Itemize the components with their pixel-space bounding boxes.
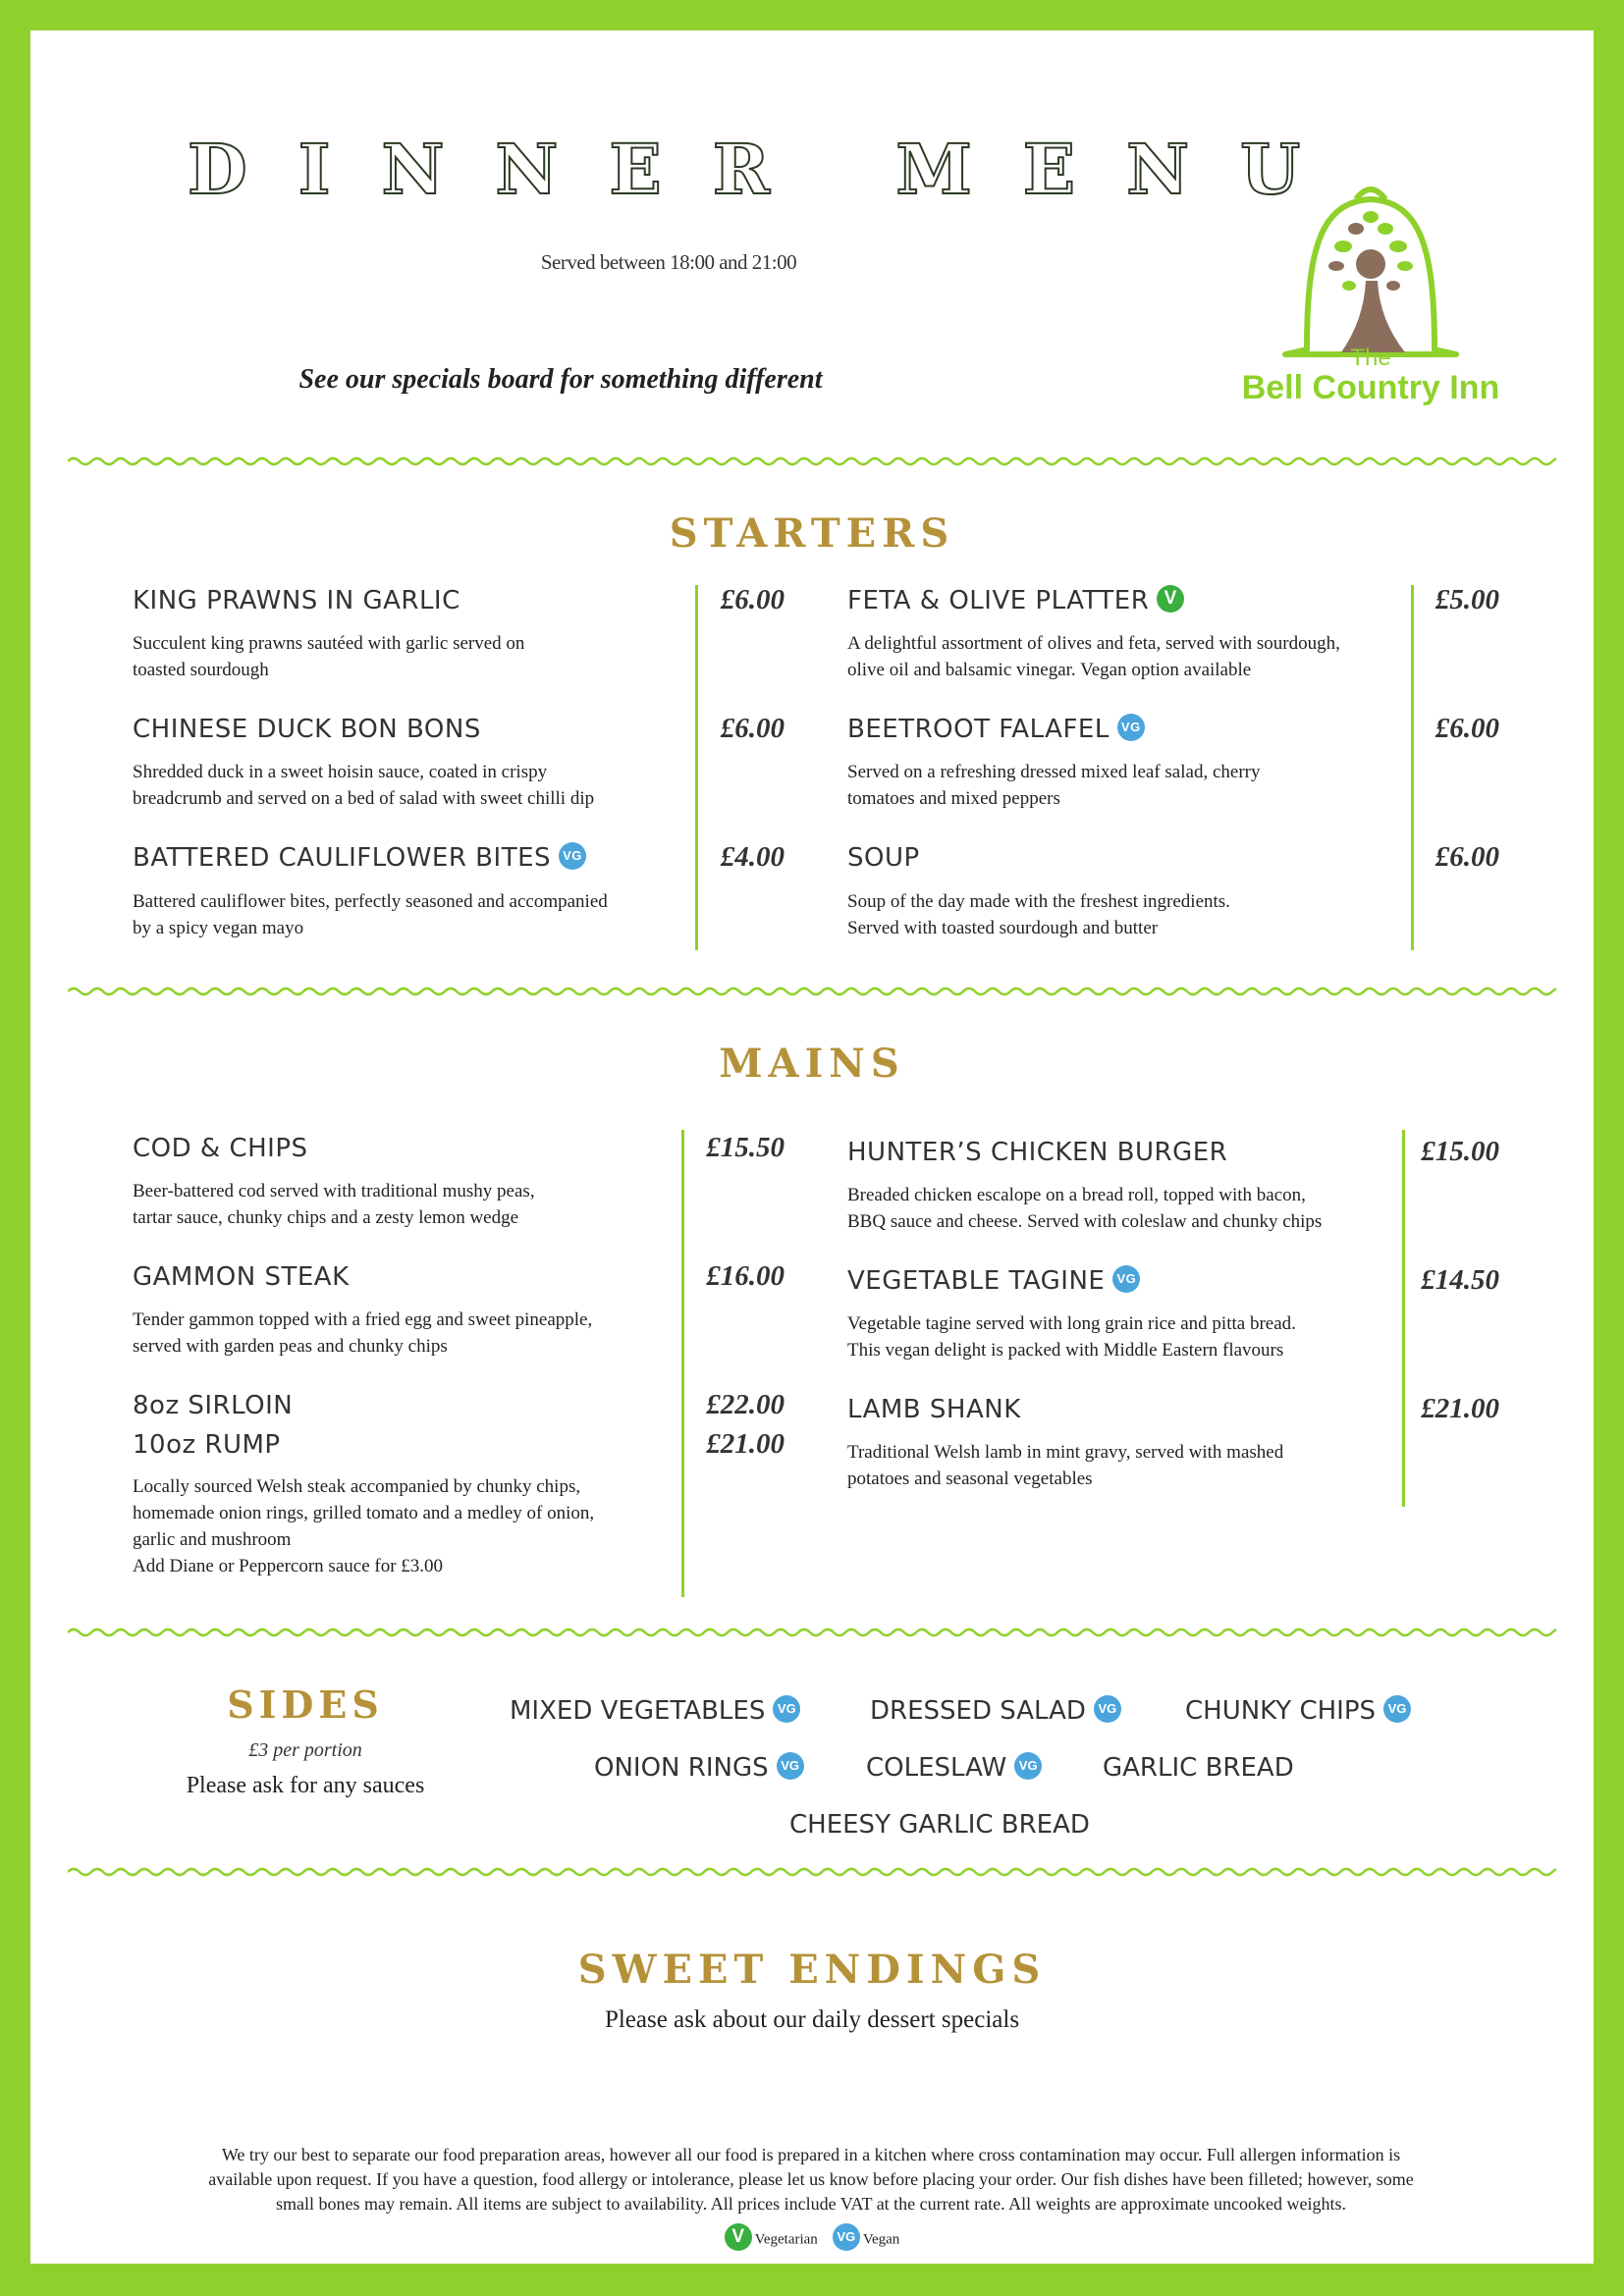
side-item: CHUNKY CHIPS VG	[1185, 1696, 1411, 1726]
legend-label: Vegetarian	[754, 2231, 818, 2248]
item-price: £15.50	[706, 1132, 785, 1163]
item-description: A delightful assortment of olives and feta, served with sourdough, olive oil and balsamic vinegar. Vegan option available	[847, 633, 1340, 680]
item-name: CHINESE DUCK BON BONS	[133, 715, 481, 744]
column-divider	[681, 1130, 684, 1597]
vegan-icon: VG	[1383, 1695, 1411, 1723]
vegan-icon: VG	[1112, 1265, 1140, 1293]
side-item: GARLIC BREAD	[1103, 1753, 1294, 1783]
sweet-endings-title: SWEET ENDINGS	[577, 1947, 1047, 1993]
page-title: DINNER MENU	[188, 129, 1352, 210]
sweet-endings-note: Please ask about our daily dessert specials	[604, 2006, 1020, 2033]
side-item: MIXED VEGETABLES VG	[510, 1696, 800, 1726]
vegan-icon: VG	[773, 1695, 800, 1723]
item-description: Tender gammon topped with a fried egg and sweet pineapple, served with garden peas and chunky chips	[133, 1309, 593, 1357]
vegan-icon: VG	[1094, 1695, 1121, 1723]
item-description: Battered cauliflower bites, perfectly seasoned and accompanied by a spicy vegan mayo	[133, 891, 608, 938]
item-description: Soup of the day made with the freshest ingredients. Served with toasted sourdough and butter	[847, 891, 1230, 938]
item-description: Traditional Welsh lamb in mint gravy, served with mashed potatoes and seasonal vegetables	[847, 1442, 1284, 1489]
side-item: ONION RINGS VG	[594, 1753, 804, 1783]
item-name: KING PRAWNS IN GARLIC	[133, 586, 460, 615]
item-description: Beer-battered cod served with traditional mushy peas, tartar sauce, chunky chips and a zesty lemon wedge	[133, 1181, 535, 1228]
vegetarian-icon: V	[725, 2223, 752, 2251]
specials-note: See our specials board for something different	[298, 364, 823, 395]
item-description: Vegetable tagine served with long grain rice and pitta bread. This vegan delight is packed with Middle Eastern flavours	[847, 1313, 1296, 1361]
item-name: SOUP	[847, 843, 920, 873]
side-item: DRESSED SALAD VG	[870, 1696, 1121, 1726]
item-description: Shredded duck in a sweet hoisin sauce, coated in crispy breadcrumb and served on a bed of salad with sweet chilli dip	[133, 762, 595, 809]
item-name: 8oz SIRLOIN	[133, 1391, 294, 1420]
item-price: £6.00	[1435, 713, 1499, 744]
item-price: £16.00	[706, 1260, 785, 1292]
side-item: CHEESY GARLIC BREAD	[789, 1810, 1090, 1840]
item-description: Breaded chicken escalope on a bread roll, topped with bacon, BBQ sauce and cheese. Served with coleslaw and chunky chips	[847, 1185, 1323, 1232]
sides-title: SIDES	[227, 1682, 384, 1727]
item-name: 10oz RUMP	[133, 1430, 281, 1460]
mains-title: MAINS	[719, 1041, 905, 1087]
item-price: £4.00	[720, 841, 785, 873]
item-price: £6.00	[720, 584, 785, 615]
wave-divider	[68, 1626, 1556, 1639]
dietary-legend	[30, 2226, 1594, 2254]
item-description: Locally sourced Welsh steak accompanied by chunky chips, homemade onion rings, grilled tomato and a medley of onion, garlic and mushroom Add Diane or Peppercorn sauce for £3.00	[133, 1476, 595, 1576]
sides-sauce-note: Please ask for any sauces	[186, 1773, 425, 1798]
item-name: BEETROOT FALAFEL VG	[847, 715, 1145, 744]
vegan-icon: VG	[1117, 714, 1145, 741]
item-price: £5.00	[1435, 584, 1499, 615]
wave-divider	[68, 454, 1556, 468]
item-name: BATTERED CAULIFLOWER BITES VG	[133, 843, 586, 873]
item-description: Succulent king prawns sautéed with garlic served on toasted sourdough	[133, 633, 525, 680]
logo-the: The	[1350, 345, 1391, 371]
menu-page	[30, 30, 1594, 2264]
item-name: GAMMON STEAK	[133, 1262, 350, 1292]
item-price: £6.00	[1435, 841, 1499, 873]
wave-divider	[68, 1865, 1556, 1879]
item-name: FETA & OLIVE PLATTER V	[847, 586, 1184, 615]
starters-title: STARTERS	[669, 510, 955, 557]
vegetarian-icon: V	[1157, 585, 1184, 613]
vegan-icon: VG	[1014, 1752, 1042, 1780]
legend-label: Vegan	[862, 2231, 900, 2248]
sides-portion-price: £3 per portion	[248, 1739, 362, 1761]
vegan-icon: VG	[559, 842, 586, 870]
side-item: COLESLAW VG	[866, 1753, 1042, 1783]
vegan-icon: VG	[777, 1752, 804, 1780]
item-name: LAMB SHANK	[847, 1395, 1021, 1424]
item-name: HUNTER’S CHICKEN BURGER	[847, 1138, 1228, 1167]
item-price: £21.00	[706, 1428, 785, 1460]
item-price: £21.00	[1421, 1393, 1499, 1424]
allergen-notice: We try our best to separate our food preparation areas, however all our food is prepared in a kitchen where cross contamination may occur. Full allergen information is available upon request. If you have a question, food allergy or intolerance, please let us know before placing your order. Our fish dishes have been filleted; however, some small bones may remain. All items are subject to availability. All prices include VAT at the current rate. All weights are approximate uncooked weights.	[208, 2145, 1414, 2214]
item-price: £22.00	[706, 1389, 785, 1420]
logo-name: Bell Country Inn	[1241, 369, 1500, 406]
item-description: Served on a refreshing dressed mixed leaf salad, cherry tomatoes and mixed peppers	[847, 762, 1261, 809]
item-price: £15.00	[1421, 1136, 1499, 1167]
item-price: £14.50	[1421, 1264, 1499, 1296]
wave-divider	[68, 985, 1556, 998]
item-name: COD & CHIPS	[133, 1134, 308, 1163]
service-hours: Served between 18:00 and 21:00	[540, 250, 797, 274]
item-price: £6.00	[720, 713, 785, 744]
item-name: VEGETABLE TAGINE VG	[847, 1266, 1140, 1296]
vegan-icon: VG	[833, 2223, 860, 2251]
column-divider	[695, 585, 698, 950]
